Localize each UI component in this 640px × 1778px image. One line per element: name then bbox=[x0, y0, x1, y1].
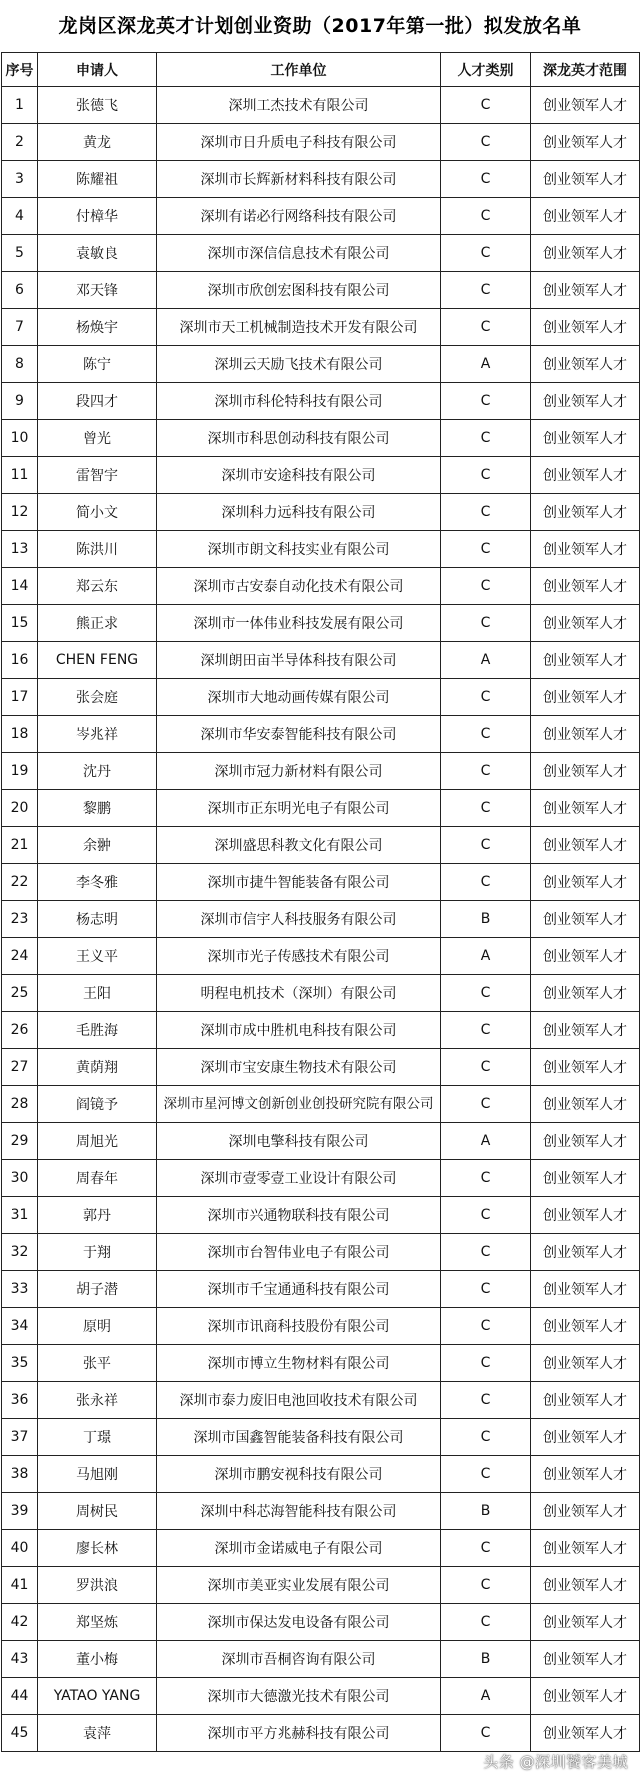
cell-name: 段四才 bbox=[38, 383, 157, 420]
page-title: 龙岗区深龙英才计划创业资助（2017年第一批）拟发放名单 bbox=[58, 15, 582, 37]
table-row bbox=[2, 568, 640, 605]
cell-category: C bbox=[441, 864, 531, 901]
cell-seq: 38 bbox=[2, 1456, 38, 1493]
cell-company: 深圳市信宇人科技服务有限公司 bbox=[157, 901, 441, 938]
cell-scope: 创业领军人才 bbox=[531, 383, 640, 420]
cell-seq: 13 bbox=[2, 531, 38, 568]
cell-company: 深圳市保达发电设备有限公司 bbox=[157, 1604, 441, 1641]
cell-name: 张平 bbox=[38, 1345, 157, 1382]
cell-seq: 21 bbox=[2, 827, 38, 864]
cell-seq: 2 bbox=[2, 124, 38, 161]
cell-scope: 创业领军人才 bbox=[531, 901, 640, 938]
cell-name: 曾光 bbox=[38, 420, 157, 457]
cell-name: 袁萍 bbox=[38, 1715, 157, 1752]
cell-scope: 创业领军人才 bbox=[531, 568, 640, 605]
table-row bbox=[2, 457, 640, 494]
table-row bbox=[2, 901, 640, 938]
cell-category: C bbox=[441, 1012, 531, 1049]
cell-name: CHEN FENG bbox=[38, 642, 157, 679]
cell-scope: 创业领军人才 bbox=[531, 1567, 640, 1604]
cell-category: C bbox=[441, 790, 531, 827]
cell-seq: 3 bbox=[2, 161, 38, 198]
cell-scope: 创业领军人才 bbox=[531, 679, 640, 716]
cell-category: C bbox=[441, 679, 531, 716]
cell-seq: 44 bbox=[2, 1678, 38, 1715]
cell-scope: 创业领军人才 bbox=[531, 1160, 640, 1197]
cell-seq: 22 bbox=[2, 864, 38, 901]
cell-name: 熊正求 bbox=[38, 605, 157, 642]
cell-category: C bbox=[441, 235, 531, 272]
cell-company: 深圳市光子传感技术有限公司 bbox=[157, 938, 441, 975]
cell-seq: 33 bbox=[2, 1271, 38, 1308]
cell-company: 深圳有诺必行网络科技有限公司 bbox=[157, 198, 441, 235]
cell-company: 深圳市科思创动科技有限公司 bbox=[157, 420, 441, 457]
cell-name: YATAO YANG bbox=[38, 1678, 157, 1715]
table-row bbox=[2, 1641, 640, 1678]
cell-company: 深圳市博立生物材料有限公司 bbox=[157, 1345, 441, 1382]
cell-category: C bbox=[441, 1234, 531, 1271]
cell-category: C bbox=[441, 1271, 531, 1308]
table-row bbox=[2, 975, 640, 1012]
cell-company: 深圳市日升质电子科技有限公司 bbox=[157, 124, 441, 161]
cell-seq: 34 bbox=[2, 1308, 38, 1345]
cell-name: 郑云东 bbox=[38, 568, 157, 605]
table-row bbox=[2, 753, 640, 790]
table-row bbox=[2, 1160, 640, 1197]
cell-seq: 23 bbox=[2, 901, 38, 938]
cell-scope: 创业领军人才 bbox=[531, 457, 640, 494]
talent-list-table bbox=[1, 52, 640, 1752]
table-row bbox=[2, 1123, 640, 1160]
watermark: 头条 @深圳饕客美城 bbox=[483, 1753, 628, 1771]
cell-seq: 7 bbox=[2, 309, 38, 346]
cell-scope: 创业领军人才 bbox=[531, 235, 640, 272]
table-header bbox=[2, 53, 640, 87]
cell-name: 黄龙 bbox=[38, 124, 157, 161]
cell-category: C bbox=[441, 1308, 531, 1345]
cell-company: 深圳市古安泰自动化技术有限公司 bbox=[157, 568, 441, 605]
cell-scope: 创业领军人才 bbox=[531, 198, 640, 235]
cell-seq: 14 bbox=[2, 568, 38, 605]
cell-category: C bbox=[441, 1419, 531, 1456]
header-seq: 序号 bbox=[2, 53, 38, 87]
cell-category: C bbox=[441, 605, 531, 642]
cell-category: A bbox=[441, 642, 531, 679]
cell-name: 郑坚炼 bbox=[38, 1604, 157, 1641]
cell-seq: 39 bbox=[2, 1493, 38, 1530]
cell-category: A bbox=[441, 1123, 531, 1160]
table-row bbox=[2, 1493, 640, 1530]
cell-name: 董小梅 bbox=[38, 1641, 157, 1678]
cell-category: C bbox=[441, 1160, 531, 1197]
cell-scope: 创业领军人才 bbox=[531, 309, 640, 346]
cell-company: 深圳市宝安康生物技术有限公司 bbox=[157, 1049, 441, 1086]
cell-category: C bbox=[441, 1086, 531, 1123]
cell-category: C bbox=[441, 1456, 531, 1493]
table-body bbox=[2, 87, 640, 1752]
table-row bbox=[2, 1715, 640, 1752]
cell-seq: 19 bbox=[2, 753, 38, 790]
cell-category: B bbox=[441, 901, 531, 938]
cell-category: A bbox=[441, 346, 531, 383]
table-row bbox=[2, 679, 640, 716]
cell-scope: 创业领军人才 bbox=[531, 494, 640, 531]
cell-scope: 创业领军人才 bbox=[531, 716, 640, 753]
table-row bbox=[2, 1345, 640, 1382]
cell-scope: 创业领军人才 bbox=[531, 87, 640, 124]
cell-category: C bbox=[441, 1049, 531, 1086]
cell-category: C bbox=[441, 1382, 531, 1419]
cell-name: 王阳 bbox=[38, 975, 157, 1012]
cell-category: C bbox=[441, 272, 531, 309]
table-row bbox=[2, 383, 640, 420]
cell-seq: 1 bbox=[2, 87, 38, 124]
cell-category: C bbox=[441, 1567, 531, 1604]
cell-scope: 创业领军人才 bbox=[531, 1678, 640, 1715]
header-scope: 深龙英才范围 bbox=[531, 53, 640, 87]
cell-name: 马旭刚 bbox=[38, 1456, 157, 1493]
cell-category: C bbox=[441, 383, 531, 420]
cell-seq: 27 bbox=[2, 1049, 38, 1086]
table-row bbox=[2, 1197, 640, 1234]
cell-seq: 26 bbox=[2, 1012, 38, 1049]
table-row bbox=[2, 161, 640, 198]
cell-seq: 20 bbox=[2, 790, 38, 827]
cell-name: 陈洪川 bbox=[38, 531, 157, 568]
cell-category: B bbox=[441, 1641, 531, 1678]
cell-scope: 创业领军人才 bbox=[531, 753, 640, 790]
cell-seq: 5 bbox=[2, 235, 38, 272]
table-row bbox=[2, 1308, 640, 1345]
cell-name: 胡子潜 bbox=[38, 1271, 157, 1308]
cell-name: 周树民 bbox=[38, 1493, 157, 1530]
cell-seq: 6 bbox=[2, 272, 38, 309]
cell-company: 深圳市一体伟业科技发展有限公司 bbox=[157, 605, 441, 642]
cell-seq: 31 bbox=[2, 1197, 38, 1234]
cell-scope: 创业领军人才 bbox=[531, 1049, 640, 1086]
cell-company: 深圳市欣创宏图科技有限公司 bbox=[157, 272, 441, 309]
cell-scope: 创业领军人才 bbox=[531, 1234, 640, 1271]
cell-company: 深圳市深信信息技术有限公司 bbox=[157, 235, 441, 272]
cell-seq: 29 bbox=[2, 1123, 38, 1160]
cell-name: 王义平 bbox=[38, 938, 157, 975]
cell-seq: 35 bbox=[2, 1345, 38, 1382]
cell-seq: 18 bbox=[2, 716, 38, 753]
cell-scope: 创业领军人才 bbox=[531, 605, 640, 642]
table-row bbox=[2, 87, 640, 124]
cell-scope: 创业领军人才 bbox=[531, 938, 640, 975]
table-row bbox=[2, 124, 640, 161]
cell-scope: 创业领军人才 bbox=[531, 1123, 640, 1160]
cell-category: A bbox=[441, 1678, 531, 1715]
cell-category: C bbox=[441, 1715, 531, 1752]
cell-company: 深圳市大德激光技术有限公司 bbox=[157, 1678, 441, 1715]
table-row bbox=[2, 346, 640, 383]
table-row bbox=[2, 642, 640, 679]
cell-category: C bbox=[441, 198, 531, 235]
cell-name: 沈丹 bbox=[38, 753, 157, 790]
cell-seq: 28 bbox=[2, 1086, 38, 1123]
cell-name: 简小文 bbox=[38, 494, 157, 531]
cell-name: 黎鹏 bbox=[38, 790, 157, 827]
table-row bbox=[2, 1382, 640, 1419]
cell-scope: 创业领军人才 bbox=[531, 1197, 640, 1234]
table-row bbox=[2, 1456, 640, 1493]
cell-company: 深圳盛思科教文化有限公司 bbox=[157, 827, 441, 864]
cell-scope: 创业领军人才 bbox=[531, 827, 640, 864]
cell-name: 张会庭 bbox=[38, 679, 157, 716]
cell-company: 深圳市冠力新材料有限公司 bbox=[157, 753, 441, 790]
cell-name: 雷智宇 bbox=[38, 457, 157, 494]
table-row bbox=[2, 1530, 640, 1567]
cell-seq: 10 bbox=[2, 420, 38, 457]
cell-category: C bbox=[441, 309, 531, 346]
cell-company: 深圳市吾桐咨询有限公司 bbox=[157, 1641, 441, 1678]
cell-scope: 创业领军人才 bbox=[531, 864, 640, 901]
cell-seq: 43 bbox=[2, 1641, 38, 1678]
cell-scope: 创业领军人才 bbox=[531, 975, 640, 1012]
cell-scope: 创业领军人才 bbox=[531, 531, 640, 568]
table-row bbox=[2, 605, 640, 642]
cell-company: 深圳市鹏安视科技有限公司 bbox=[157, 1456, 441, 1493]
cell-seq: 32 bbox=[2, 1234, 38, 1271]
cell-seq: 37 bbox=[2, 1419, 38, 1456]
cell-name: 丁璟 bbox=[38, 1419, 157, 1456]
cell-name: 杨焕宇 bbox=[38, 309, 157, 346]
table-row bbox=[2, 272, 640, 309]
cell-company: 深圳市千宝通通科技有限公司 bbox=[157, 1271, 441, 1308]
cell-scope: 创业领军人才 bbox=[531, 642, 640, 679]
table-row bbox=[2, 198, 640, 235]
cell-seq: 45 bbox=[2, 1715, 38, 1752]
cell-company: 深圳云天励飞技术有限公司 bbox=[157, 346, 441, 383]
table-row bbox=[2, 1678, 640, 1715]
cell-company: 深圳科力远科技有限公司 bbox=[157, 494, 441, 531]
cell-category: C bbox=[441, 975, 531, 1012]
table-row bbox=[2, 790, 640, 827]
cell-company: 深圳市星河博文创新创业创投研究院有限公司 bbox=[157, 1086, 441, 1123]
cell-company: 深圳市华安泰智能科技有限公司 bbox=[157, 716, 441, 753]
cell-company: 深圳市大地动画传媒有限公司 bbox=[157, 679, 441, 716]
header-company: 工作单位 bbox=[157, 53, 441, 87]
cell-seq: 15 bbox=[2, 605, 38, 642]
cell-scope: 创业领军人才 bbox=[531, 272, 640, 309]
cell-company: 深圳市平方兆赫科技有限公司 bbox=[157, 1715, 441, 1752]
cell-name: 罗洪浪 bbox=[38, 1567, 157, 1604]
cell-name: 邓天锋 bbox=[38, 272, 157, 309]
cell-scope: 创业领军人才 bbox=[531, 1345, 640, 1382]
cell-company: 深圳朗田亩半导体科技有限公司 bbox=[157, 642, 441, 679]
cell-category: A bbox=[441, 938, 531, 975]
cell-company: 深圳市科伦特科技有限公司 bbox=[157, 383, 441, 420]
table-row bbox=[2, 1086, 640, 1123]
cell-category: C bbox=[441, 420, 531, 457]
table-row bbox=[2, 1234, 640, 1271]
cell-category: C bbox=[441, 494, 531, 531]
cell-scope: 创业领军人才 bbox=[531, 420, 640, 457]
cell-company: 深圳市美亚实业发展有限公司 bbox=[157, 1567, 441, 1604]
cell-category: C bbox=[441, 1197, 531, 1234]
cell-name: 付樟华 bbox=[38, 198, 157, 235]
table-row bbox=[2, 235, 640, 272]
cell-category: C bbox=[441, 753, 531, 790]
cell-category: C bbox=[441, 87, 531, 124]
cell-company: 深圳工杰技术有限公司 bbox=[157, 87, 441, 124]
table-row bbox=[2, 1567, 640, 1604]
cell-name: 周旭光 bbox=[38, 1123, 157, 1160]
table-row bbox=[2, 938, 640, 975]
cell-company: 深圳市壹零壹工业设计有限公司 bbox=[157, 1160, 441, 1197]
cell-name: 陈宁 bbox=[38, 346, 157, 383]
cell-scope: 创业领军人才 bbox=[531, 1382, 640, 1419]
cell-scope: 创业领军人才 bbox=[531, 1530, 640, 1567]
cell-company: 深圳市正东明光电子有限公司 bbox=[157, 790, 441, 827]
cell-scope: 创业领军人才 bbox=[531, 1086, 640, 1123]
cell-name: 袁敏良 bbox=[38, 235, 157, 272]
table-row bbox=[2, 1012, 640, 1049]
cell-seq: 8 bbox=[2, 346, 38, 383]
cell-name: 张德飞 bbox=[38, 87, 157, 124]
cell-scope: 创业领军人才 bbox=[531, 1271, 640, 1308]
cell-scope: 创业领军人才 bbox=[531, 1012, 640, 1049]
cell-seq: 11 bbox=[2, 457, 38, 494]
table-row bbox=[2, 309, 640, 346]
cell-company: 深圳市泰力废旧电池回收技术有限公司 bbox=[157, 1382, 441, 1419]
cell-name: 杨志明 bbox=[38, 901, 157, 938]
cell-name: 郭丹 bbox=[38, 1197, 157, 1234]
table-row bbox=[2, 494, 640, 531]
cell-category: C bbox=[441, 531, 531, 568]
cell-category: C bbox=[441, 124, 531, 161]
cell-company: 深圳市台智伟业电子有限公司 bbox=[157, 1234, 441, 1271]
cell-name: 阎镜予 bbox=[38, 1086, 157, 1123]
cell-scope: 创业领军人才 bbox=[531, 1604, 640, 1641]
table-row bbox=[2, 1049, 640, 1086]
cell-scope: 创业领军人才 bbox=[531, 161, 640, 198]
cell-company: 深圳市安途科技有限公司 bbox=[157, 457, 441, 494]
cell-scope: 创业领军人才 bbox=[531, 124, 640, 161]
cell-category: C bbox=[441, 1345, 531, 1382]
cell-company: 深圳市讯商科技股份有限公司 bbox=[157, 1308, 441, 1345]
cell-seq: 12 bbox=[2, 494, 38, 531]
table-row bbox=[2, 531, 640, 568]
cell-scope: 创业领军人才 bbox=[531, 1715, 640, 1752]
cell-name: 岑兆祥 bbox=[38, 716, 157, 753]
cell-name: 黄荫翔 bbox=[38, 1049, 157, 1086]
cell-category: C bbox=[441, 716, 531, 753]
cell-company: 深圳市捷牛智能装备有限公司 bbox=[157, 864, 441, 901]
cell-scope: 创业领军人才 bbox=[531, 1493, 640, 1530]
cell-category: C bbox=[441, 1604, 531, 1641]
cell-company: 深圳电擎科技有限公司 bbox=[157, 1123, 441, 1160]
cell-scope: 创业领军人才 bbox=[531, 346, 640, 383]
cell-name: 张永祥 bbox=[38, 1382, 157, 1419]
cell-company: 深圳市朗文科技实业有限公司 bbox=[157, 531, 441, 568]
cell-seq: 4 bbox=[2, 198, 38, 235]
cell-name: 毛胜海 bbox=[38, 1012, 157, 1049]
cell-company: 深圳市兴通物联科技有限公司 bbox=[157, 1197, 441, 1234]
cell-scope: 创业领军人才 bbox=[531, 1308, 640, 1345]
header-name: 申请人 bbox=[38, 53, 157, 87]
cell-category: C bbox=[441, 827, 531, 864]
cell-name: 于翔 bbox=[38, 1234, 157, 1271]
table-row bbox=[2, 1604, 640, 1641]
cell-category: B bbox=[441, 1493, 531, 1530]
cell-seq: 41 bbox=[2, 1567, 38, 1604]
cell-scope: 创业领军人才 bbox=[531, 790, 640, 827]
header-row bbox=[2, 53, 640, 87]
cell-seq: 9 bbox=[2, 383, 38, 420]
cell-company: 深圳市长辉新材料科技有限公司 bbox=[157, 161, 441, 198]
cell-seq: 36 bbox=[2, 1382, 38, 1419]
table-row bbox=[2, 716, 640, 753]
table-row bbox=[2, 420, 640, 457]
cell-company: 深圳中科芯海智能科技有限公司 bbox=[157, 1493, 441, 1530]
cell-seq: 30 bbox=[2, 1160, 38, 1197]
table-row bbox=[2, 827, 640, 864]
cell-scope: 创业领军人才 bbox=[531, 1419, 640, 1456]
table-row bbox=[2, 1419, 640, 1456]
cell-name: 余翀 bbox=[38, 827, 157, 864]
cell-name: 廖长林 bbox=[38, 1530, 157, 1567]
cell-seq: 17 bbox=[2, 679, 38, 716]
cell-company: 明程电机技术（深圳）有限公司 bbox=[157, 975, 441, 1012]
table-row bbox=[2, 1271, 640, 1308]
cell-category: C bbox=[441, 568, 531, 605]
cell-seq: 16 bbox=[2, 642, 38, 679]
cell-name: 李冬雅 bbox=[38, 864, 157, 901]
cell-company: 深圳市金诺威电子有限公司 bbox=[157, 1530, 441, 1567]
cell-name: 原明 bbox=[38, 1308, 157, 1345]
cell-seq: 42 bbox=[2, 1604, 38, 1641]
cell-company: 深圳市天工机械制造技术开发有限公司 bbox=[157, 309, 441, 346]
cell-scope: 创业领军人才 bbox=[531, 1456, 640, 1493]
cell-category: C bbox=[441, 457, 531, 494]
cell-category: C bbox=[441, 1530, 531, 1567]
cell-seq: 25 bbox=[2, 975, 38, 1012]
cell-name: 陈耀祖 bbox=[38, 161, 157, 198]
cell-seq: 40 bbox=[2, 1530, 38, 1567]
cell-name: 周春年 bbox=[38, 1160, 157, 1197]
header-category: 人才类别 bbox=[441, 53, 531, 87]
cell-seq: 24 bbox=[2, 938, 38, 975]
cell-category: C bbox=[441, 161, 531, 198]
cell-scope: 创业领军人才 bbox=[531, 1641, 640, 1678]
cell-company: 深圳市国鑫智能装备科技有限公司 bbox=[157, 1419, 441, 1456]
table-row bbox=[2, 864, 640, 901]
cell-company: 深圳市成中胜机电科技有限公司 bbox=[157, 1012, 441, 1049]
